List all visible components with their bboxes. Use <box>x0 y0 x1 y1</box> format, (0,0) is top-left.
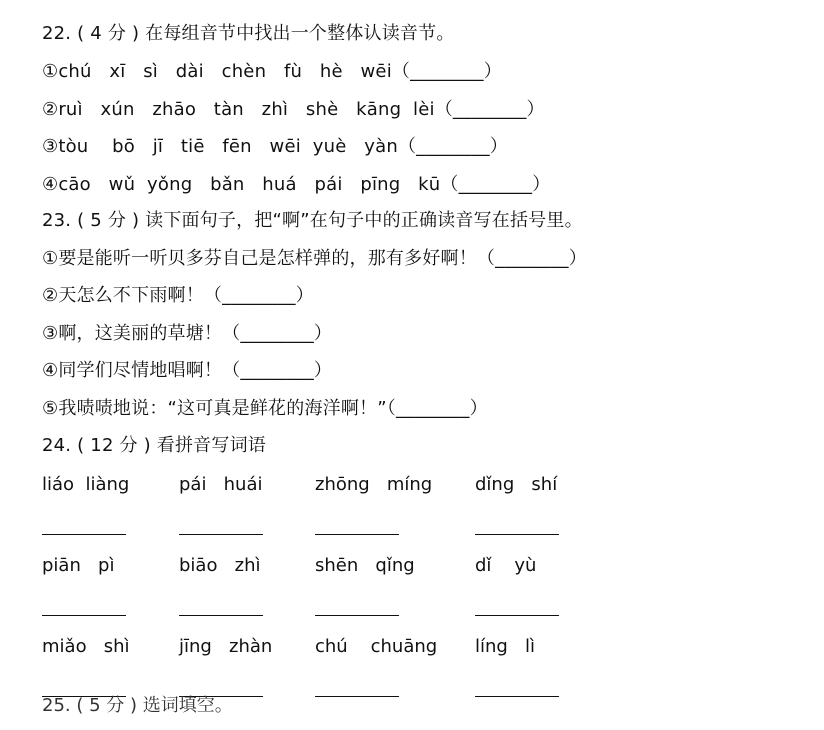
answer-blank <box>475 534 559 535</box>
q22-item-4: ④cāo wǔ yǒng bǎn huá pái pīng kū（________） <box>42 174 551 195</box>
pinyin-cell: pái huái <box>179 474 263 495</box>
pinyin-cell: líng lì <box>475 636 536 657</box>
pinyin-cell: piān pì <box>42 555 115 576</box>
pinyin-cell: liáo liàng <box>42 474 130 495</box>
answer-blank <box>42 534 126 535</box>
answer-blank <box>315 696 399 697</box>
answer-blank <box>42 615 126 616</box>
q24-title: 24. ( 12 分 ) 看拼音写词语 <box>42 435 266 456</box>
answer-blank <box>315 615 399 616</box>
q23-item-1: ①要是能听一听贝多芬自己是怎样弹的，那有多好啊！（________） <box>42 248 587 269</box>
answer-blank <box>315 534 399 535</box>
q22-item-2: ②ruì xún zhāo tàn zhì shè kāng lèi（________） <box>42 99 545 120</box>
pinyin-cell: jīng zhàn <box>179 636 273 657</box>
q22-item-3: ③tòu bō jī tiē fēn wēi yuè yàn（________） <box>42 136 508 157</box>
answer-blank <box>179 534 263 535</box>
q23-item-2: ②天怎么不下雨啊！（________） <box>42 285 314 306</box>
q23-item-3: ③啊，这美丽的草塘！（________） <box>42 323 333 344</box>
pinyin-cell: biāo zhì <box>179 555 261 576</box>
pinyin-cell: miǎo shì <box>42 636 130 657</box>
q23-item-4: ④同学们尽情地唱啊！（________） <box>42 360 333 381</box>
answer-blank <box>179 615 263 616</box>
q22-item-1: ①chú xī sì dài chèn fù hè wēi（________） <box>42 61 502 82</box>
q22-title: 22. ( 4 分 ) 在每组音节中找出一个整体认读音节。 <box>42 23 455 44</box>
q23-title: 23. ( 5 分 ) 读下面句子，把“啊”在句子中的正确读音写在括号里。 <box>42 210 583 231</box>
pinyin-cell: dǐ yù <box>475 555 537 576</box>
answer-blank <box>475 615 559 616</box>
pinyin-cell: zhōng míng <box>315 474 433 495</box>
pinyin-cell: chú chuāng <box>315 636 438 657</box>
answer-blank <box>475 696 559 697</box>
q23-item-5: ⑤我啧啧地说：“这可真是鲜花的海洋啊！”（________） <box>42 398 488 419</box>
q25-title-partial: 25. ( 5 分 ) 选词填空。 <box>42 695 233 716</box>
pinyin-cell: dǐng shí <box>475 474 558 495</box>
pinyin-cell: shēn qǐng <box>315 555 415 576</box>
